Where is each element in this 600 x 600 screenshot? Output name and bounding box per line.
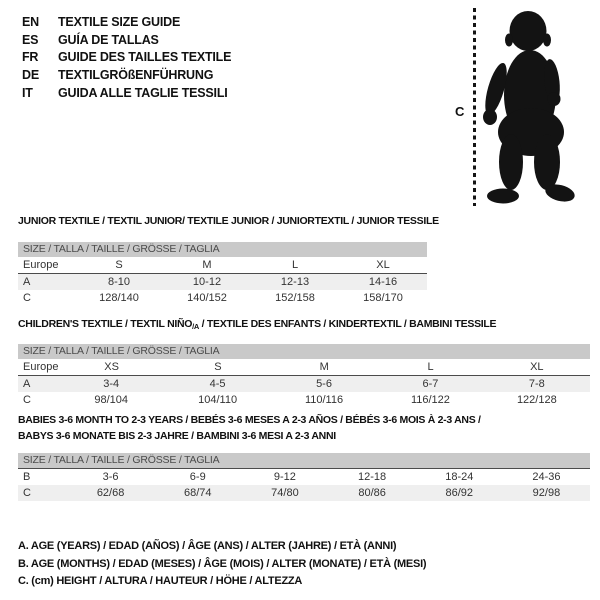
table-cell: 98/104 <box>94 394 129 406</box>
height-measure-line <box>473 8 476 206</box>
language-title: GUÍA DE TALLAS <box>58 32 159 47</box>
table-row <box>18 485 590 501</box>
table-cell: Europe <box>23 259 59 271</box>
table-cell: 24-36 <box>532 471 561 483</box>
language-title: TEXTILGRÖßENFÜHRUNG <box>58 68 214 83</box>
toddler-silhouette-image <box>480 0 600 210</box>
table-cell: 12-18 <box>358 471 387 483</box>
title-text: CHILDREN'S TEXTILE / TEXTIL NIÑO <box>18 318 193 330</box>
baby-head <box>510 11 547 51</box>
children-table-title <box>18 318 590 333</box>
table-cell: 4-5 <box>209 378 226 390</box>
table-row <box>18 469 590 485</box>
table-cell: XL <box>530 361 544 373</box>
table-cell: 62/68 <box>96 487 125 499</box>
table-cell: 128/140 <box>99 292 139 304</box>
table-cell: M <box>202 259 212 271</box>
baby-hand-right <box>548 92 561 106</box>
table-cell: S <box>115 259 123 271</box>
height-measure-label: C <box>455 104 465 119</box>
table-cell: 122/128 <box>516 394 557 406</box>
table-cell: B <box>23 471 31 483</box>
table-cell: C <box>23 394 31 406</box>
table-cell: 8-10 <box>107 276 131 288</box>
size-header-bar: SIZE / TALLA / TAILLE / GRÖSSE / TAGLIA <box>18 453 590 469</box>
language-list <box>22 14 231 103</box>
measurement-legend <box>18 538 426 591</box>
table-cell: 7-8 <box>528 378 545 390</box>
baby-ear-right <box>543 34 551 47</box>
table-cell: 116/122 <box>410 394 450 406</box>
table-cell: A <box>23 378 31 390</box>
junior-table-section <box>18 215 439 306</box>
table-cell: 68/74 <box>183 487 212 499</box>
language-title: GUIDE DES TAILLES TEXTILE <box>58 50 232 65</box>
title-subscript: /A <box>192 322 200 331</box>
table-cell: C <box>23 292 31 304</box>
language-code: EN <box>22 15 39 29</box>
table-cell: A <box>23 276 31 288</box>
table-cell: 158/170 <box>363 292 403 304</box>
table-cell: 92/98 <box>532 487 561 499</box>
table-cell: 104/110 <box>198 394 238 406</box>
junior-table-title: JUNIOR TEXTILE / TEXTIL JUNIOR/ TEXTILE JUNIOR / JUNIORTEXTIL / JUNIOR TESSILE <box>18 215 439 227</box>
title-text: / TEXTILE DES ENFANTS / KINDERTEXTIL / BAMBINI TESSILE <box>199 318 497 330</box>
table-cell: L <box>427 361 434 373</box>
language-code: IT <box>22 85 33 100</box>
language-row <box>22 14 231 32</box>
table-cell: 18-24 <box>445 471 474 483</box>
language-code: DE <box>22 68 39 83</box>
table-cell: 140/152 <box>187 292 227 304</box>
table-cell: 6-9 <box>189 471 206 483</box>
baby-foot-left <box>487 189 519 204</box>
table-cell: Europe <box>23 361 59 373</box>
language-code: ES <box>22 32 39 47</box>
language-code: FR <box>22 50 39 65</box>
table-cell: M <box>319 361 329 373</box>
babies-table-section <box>18 412 590 501</box>
babies-title-line1: BABIES 3-6 MONTH TO 2-3 YEARS / BEBÉS 3-6 MESES A 2-3 AÑOS / BÉBÉS 3-6 MOIS À 2-3 ANS / <box>18 414 481 426</box>
table-cell: 80/86 <box>358 487 386 499</box>
language-title: GUIDA ALLE TAGLIE TESSILI <box>58 85 228 100</box>
language-row <box>22 32 231 50</box>
language-title: TEXTILE SIZE GUIDE <box>58 15 181 29</box>
language-row <box>22 49 231 67</box>
table-cell: 9-12 <box>273 471 296 483</box>
table-cell: XL <box>376 259 390 271</box>
table-cell: 3-6 <box>102 471 119 483</box>
baby-leg-right <box>534 134 560 190</box>
table-cell: 6-7 <box>422 378 439 390</box>
baby-hand-left <box>483 109 497 125</box>
table-cell: 74/80 <box>271 487 299 499</box>
babies-title-line2: BABYS 3-6 MONATE BIS 2-3 JAHRE / BAMBINI 3-6 MESI A 2-3 ANNI <box>18 430 336 442</box>
table-cell: 110/116 <box>304 394 344 406</box>
baby-ear-left <box>505 34 513 47</box>
legend-line-b: B. AGE (MONTHS) / EDAD (MESES) / ÂGE (MOIS) / ALTER (MONATE) / ETÀ (MESI) <box>18 557 427 570</box>
table-cell: 10-12 <box>192 276 222 288</box>
table-cell: 3-4 <box>103 378 120 390</box>
table-row <box>18 392 590 408</box>
table-cell: 5-6 <box>316 378 332 390</box>
table-row <box>18 376 590 392</box>
babies-table-title <box>18 412 590 444</box>
table-cell: C <box>23 487 31 499</box>
legend-line-a: A. AGE (YEARS) / EDAD (AÑOS) / ÂGE (ANS) / ALTER (JAHRE) / ETÀ (ANNI) <box>18 540 397 552</box>
children-table-section <box>18 318 590 408</box>
table-cell: XS <box>104 361 119 373</box>
size-header-bar: SIZE / TALLA / TAILLE / GRÖSSE / TAGLIA <box>18 344 590 359</box>
table-cell: 14-16 <box>368 276 398 288</box>
language-row <box>22 67 231 85</box>
table-row <box>18 359 590 376</box>
table-cell: 152/158 <box>275 292 315 304</box>
table-row <box>18 290 427 306</box>
baby-leg-left <box>499 134 523 190</box>
table-cell: L <box>291 259 299 271</box>
table-row <box>18 274 427 290</box>
table-cell: 86/92 <box>445 487 474 499</box>
language-row <box>22 85 231 103</box>
table-cell: 12-13 <box>280 276 310 288</box>
table-cell: S <box>214 361 222 373</box>
size-header-bar: SIZE / TALLA / TAILLE / GRÖSSE / TAGLIA <box>18 242 427 257</box>
legend-line-c: C. (cm) HEIGHT / ALTURA / HAUTEUR / HÖHE / ALTEZZA <box>18 575 303 587</box>
table-row <box>18 257 427 274</box>
